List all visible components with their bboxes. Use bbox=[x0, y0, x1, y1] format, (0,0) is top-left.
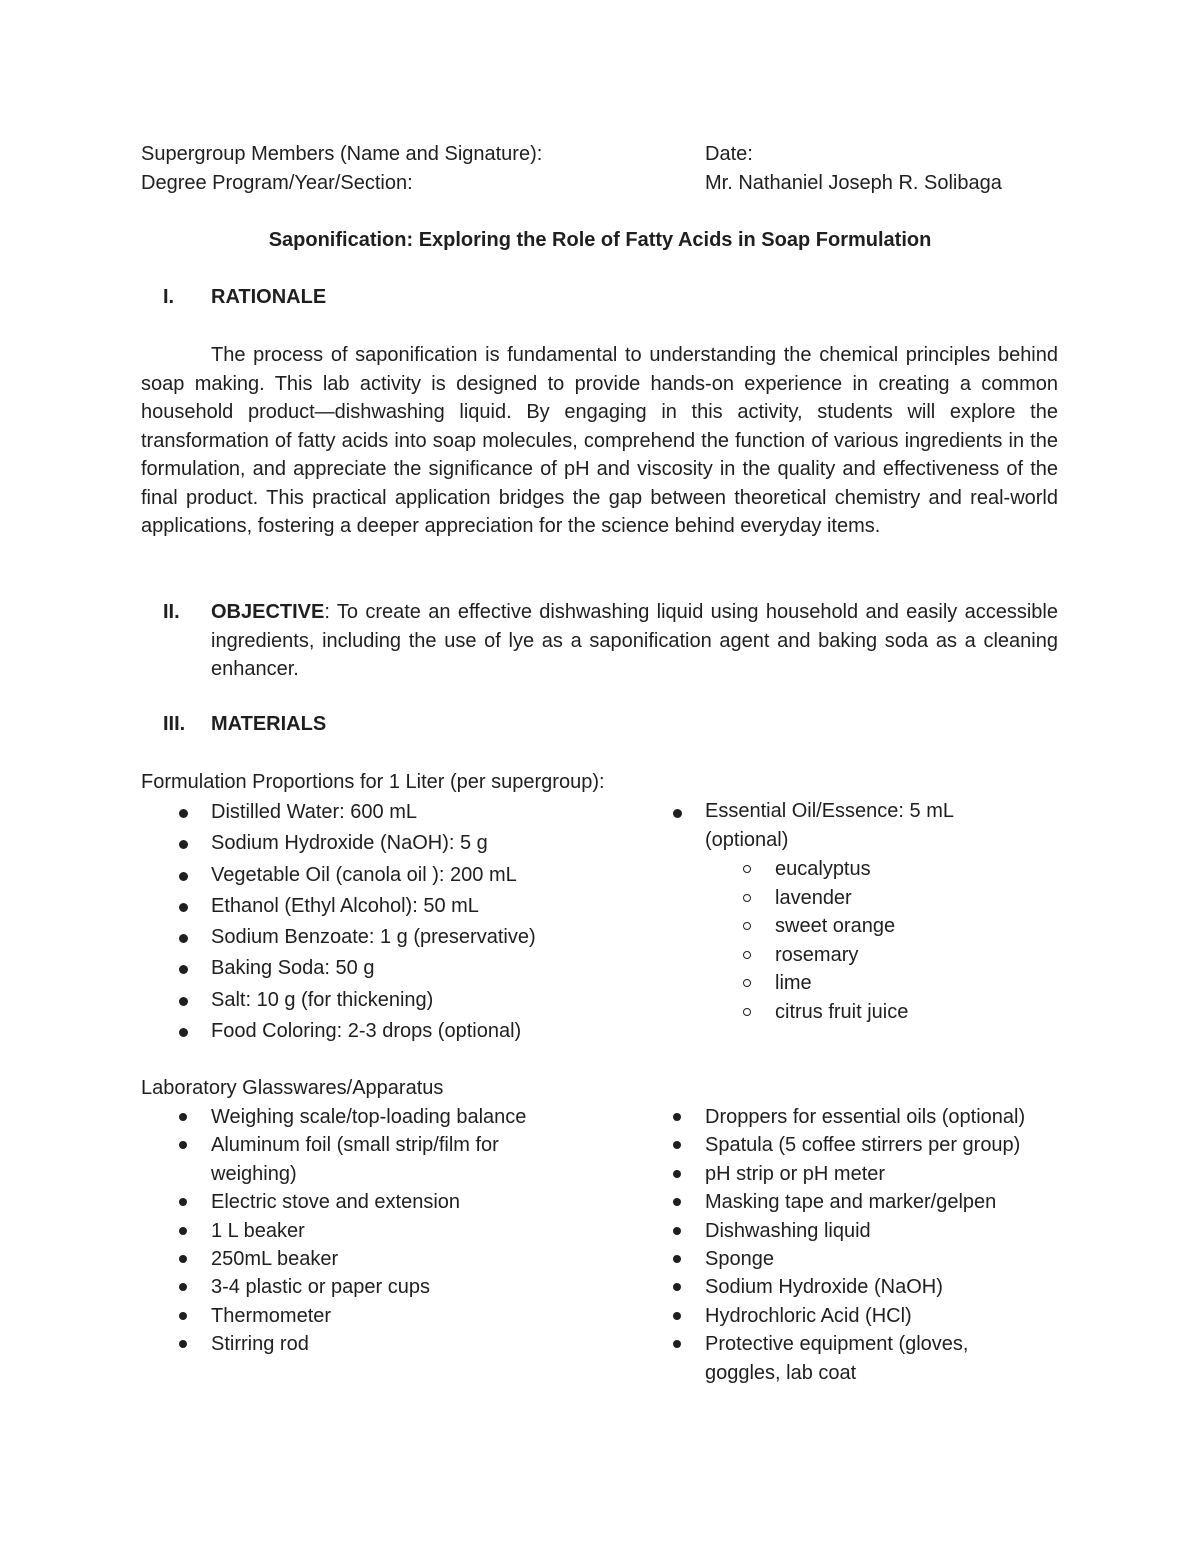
bullet-icon bbox=[179, 1141, 187, 1149]
list-item: Droppers for essential oils (optional) bbox=[635, 1103, 1025, 1131]
bullet-icon bbox=[673, 1227, 681, 1235]
list-item: Food Coloring: 2-3 drops (optional) bbox=[141, 1016, 536, 1047]
bullet-icon bbox=[673, 1141, 681, 1149]
bullet-icon bbox=[179, 1312, 187, 1320]
section-heading-rationale: RATIONALE bbox=[211, 286, 327, 308]
list-item: Sodium Hydroxide (NaOH): 5 g bbox=[141, 828, 536, 859]
bullet-icon bbox=[673, 1198, 681, 1206]
bullet-icon bbox=[179, 1198, 187, 1206]
sub-list-item: sweet orange bbox=[705, 912, 954, 941]
list-item: Sodium Hydroxide (NaOH) bbox=[635, 1273, 1025, 1301]
bullet-icon bbox=[179, 840, 188, 849]
list-item: Hydrochloric Acid (HCl) bbox=[635, 1302, 1025, 1330]
list-item: Weighing scale/top-loading balance bbox=[141, 1103, 526, 1131]
bullet-icon bbox=[179, 903, 188, 912]
circle-bullet-icon bbox=[743, 922, 751, 930]
list-item: 250mL beaker bbox=[141, 1245, 526, 1273]
circle-bullet-icon bbox=[743, 979, 751, 987]
list-item: Masking tape and marker/gelpen bbox=[635, 1188, 1025, 1216]
bullet-icon bbox=[673, 1170, 681, 1178]
bullet-icon bbox=[673, 1283, 681, 1291]
bullet-icon bbox=[673, 809, 682, 818]
bullet-icon bbox=[179, 1028, 188, 1037]
bullet-icon bbox=[179, 1340, 187, 1348]
circle-bullet-icon bbox=[743, 1008, 751, 1016]
formulation-list-left bbox=[141, 797, 536, 1047]
bullet-icon bbox=[673, 1312, 681, 1320]
bullet-icon bbox=[673, 1113, 681, 1121]
sub-list-item: eucalyptus bbox=[705, 855, 954, 884]
bullet-icon bbox=[179, 934, 188, 943]
list-item: Sodium Benzoate: 1 g (preservative) bbox=[141, 922, 536, 953]
rationale-paragraph bbox=[141, 341, 1058, 541]
list-item: Thermometer bbox=[141, 1302, 526, 1330]
formulation-label: Formulation Proportions for 1 Liter (per supergroup): bbox=[141, 771, 605, 793]
objective-paragraph bbox=[211, 598, 1058, 684]
bullet-icon bbox=[179, 1255, 187, 1263]
list-item: 3-4 plastic or paper cups bbox=[141, 1273, 526, 1301]
list-item: Distilled Water: 600 mL bbox=[141, 797, 536, 828]
essential-oil-options bbox=[705, 855, 954, 1026]
list-item bbox=[635, 797, 954, 1026]
bullet-icon bbox=[179, 1113, 187, 1121]
list-item: Electric stove and extension bbox=[141, 1188, 526, 1216]
circle-bullet-icon bbox=[743, 894, 751, 902]
objective-text: : To create an effective dishwashing liquid using household and easily accessible ingredients, including the use of lye as a saponification agent and baking soda as a cleaning enhancer. bbox=[211, 601, 1058, 680]
list-item: pH strip or pH meter bbox=[635, 1160, 1025, 1188]
list-item: 1 L beaker bbox=[141, 1217, 526, 1245]
sub-list-item: rosemary bbox=[705, 941, 954, 970]
list-item: Salt: 10 g (for thickening) bbox=[141, 985, 536, 1016]
instructor-name: Mr. Nathaniel Joseph R. Solibaga bbox=[705, 172, 1002, 194]
bullet-icon bbox=[179, 872, 188, 881]
section-heading-objective: OBJECTIVE bbox=[211, 601, 325, 623]
list-item: Dishwashing liquid bbox=[635, 1217, 1025, 1245]
members-label: Supergroup Members (Name and Signature): bbox=[141, 143, 543, 165]
bullet-icon bbox=[673, 1255, 681, 1263]
essential-oil-line1: Essential Oil/Essence: 5 mL bbox=[705, 800, 954, 822]
bullet-icon bbox=[179, 965, 188, 974]
section-number-materials: III. bbox=[163, 713, 186, 735]
rationale-text: The process of saponification is fundamental to understanding the chemical principles behind soap making. This lab activity is designed to provide hands-on experience in creating a common household product—dishwashing liquid. By engaging in this activity, students will explore the transformation of fatty acids into soap molecules, comprehend the function of various ingredients in the formulation, and appreciate the significance of pH and viscosity in the quality and effectiveness of the final product. This practical application bridges the gap between theoretical chemistry and real-world applications, fostering a deeper appreciation for the science behind everyday items. bbox=[141, 344, 1058, 537]
list-item: Ethanol (Ethyl Alcohol): 50 mL bbox=[141, 891, 536, 922]
formulation-list-right bbox=[635, 797, 954, 1026]
date-label: Date: bbox=[705, 143, 753, 165]
list-item: Sponge bbox=[635, 1245, 1025, 1273]
bullet-icon bbox=[179, 1227, 187, 1235]
list-item: Aluminum foil (small strip/film for weighing) bbox=[141, 1131, 526, 1188]
bullet-icon bbox=[179, 1283, 187, 1291]
section-number-objective: II. bbox=[163, 601, 180, 623]
document-title: Saponification: Exploring the Role of Fatty Acids in Soap Formulation bbox=[268, 229, 932, 251]
circle-bullet-icon bbox=[743, 951, 751, 959]
sub-list-item: lime bbox=[705, 969, 954, 998]
list-item: Baking Soda: 50 g bbox=[141, 953, 536, 984]
sub-list-item: citrus fruit juice bbox=[705, 998, 954, 1027]
bullet-icon bbox=[179, 997, 188, 1006]
sub-list-item: lavender bbox=[705, 884, 954, 913]
apparatus-list-right bbox=[635, 1103, 1025, 1387]
section-heading-materials: MATERIALS bbox=[211, 713, 327, 735]
program-label: Degree Program/Year/Section: bbox=[141, 172, 413, 194]
list-item: Protective equipment (gloves, goggles, lab coat bbox=[635, 1330, 1025, 1387]
list-item: Vegetable Oil (canola oil ): 200 mL bbox=[141, 860, 536, 891]
bullet-icon bbox=[673, 1340, 681, 1348]
section-number-rationale: I. bbox=[163, 286, 175, 308]
circle-bullet-icon bbox=[743, 865, 751, 873]
bullet-icon bbox=[179, 809, 188, 818]
apparatus-label: Laboratory Glasswares/Apparatus bbox=[141, 1077, 444, 1099]
list-item: Spatula (5 coffee stirrers per group) bbox=[635, 1131, 1025, 1159]
essential-oil-line2: (optional) bbox=[705, 829, 789, 851]
list-item: Stirring rod bbox=[141, 1330, 526, 1358]
apparatus-list-left bbox=[141, 1103, 526, 1359]
